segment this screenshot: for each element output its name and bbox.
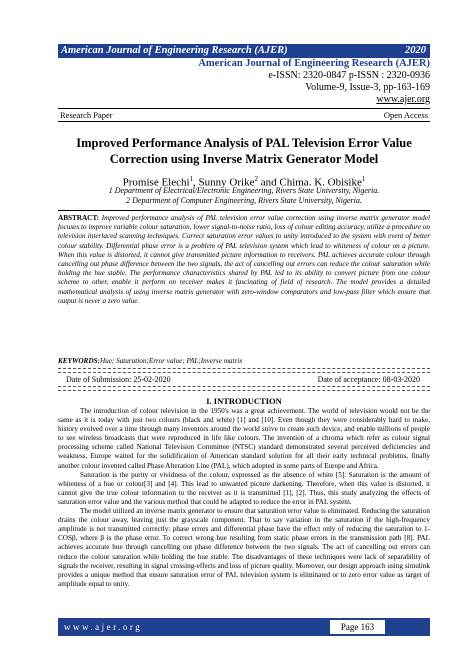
author-name: Sunny Orike xyxy=(198,176,255,189)
affiliation-2: 2 Department of Computer Engineering, Rivers State University, Nigeria. xyxy=(126,196,362,205)
abstract-label: ABSTRACT: xyxy=(58,214,100,222)
journal-url-text[interactable]: www.ajer.org xyxy=(376,94,430,105)
keywords-label: KEYWORDS: xyxy=(58,357,100,365)
author-list: Promise Elechi$^1$, Sunny Orike$^2$ and Chima. K. Obisike$^1$ xyxy=(122,175,366,189)
acceptance-date: Date of acceptance: 08-03-2020 xyxy=(317,375,420,384)
author-affil-marker: 1 xyxy=(189,175,194,183)
keywords xyxy=(58,357,430,366)
abstract xyxy=(58,210,430,306)
journal-name: American Journal of Engineering Research (AJER) xyxy=(198,58,430,69)
dashed-divider xyxy=(58,368,430,369)
banner-year: 2020 xyxy=(405,45,426,56)
dashed-divider xyxy=(58,386,430,387)
abstract-text: Improved performance analysis of PAL television error value correction using inverse matrix generator model focuses to improve variable colour saturation, lower signal-to-noise ratio, loss of colour editing accuracy, utilize a procedure on television interlaced scanning techniques. Correct saturation error values to unity introduced to the system with event of better colour stability. Differential phase error is a problem of PAL television system which lead to whiteness of colour on a picture. When this value is distorted, it cannot give transmitted picture information to receivers. PAL achieves accurate colour through cancelling out phase difference between the two signals, the act of cancelling out errors can reduce the colour saturation while holding the hue stable. The performance characteristics shared by PAL led to its ability to convert picture from one colour scheme to other, enable it perform on receiver makes it fascinating of field of research. The model provides a detailed mathematical analysis of using inverse matrix generator with zero-window comparators and low-pass filter which ensure that output is never a zero value. xyxy=(58,214,430,305)
paper-type-ribbon xyxy=(58,108,430,122)
title-line-2: Correction using Inverse Matrix Generator Model xyxy=(109,152,379,166)
access-label: Open Access xyxy=(383,110,428,120)
body-text xyxy=(58,407,430,589)
paragraph: The introduction of colour television in the 1950's was a great achievement. The world of television would not be the same as it is today with just two colours (black and white) [1] and [10]. Even though they were considerably hard to make, history evolved over a time through many inventors around the world strive to create such device, and enable millions of people to see wireless broadcasts that were reproduced in life like colours. The invention of a chroma which refer as colour signal processing scheme called National Television Committee (NTSC) standard demonstrated several perceived deficiencies and weakness, Europe waited for the solidification of American standard solution for all their early technical problems, finally another colour invented called Phase Alteration Line (PAL), which adopted in some parts of Europe and Africa. xyxy=(58,407,430,470)
issn-line: e-ISSN: 2320-0847 p-ISSN : 2320-0936 xyxy=(268,70,430,81)
banner-journal-title: American Journal of Engineering Research (AJER) xyxy=(61,45,288,56)
volume-line: Volume-9, Issue-3, pp-163-169 xyxy=(305,82,430,93)
author-name: Chima. K. Obisike xyxy=(279,176,362,189)
paper-title xyxy=(58,135,430,167)
page-number: Page 163 xyxy=(330,620,385,634)
affiliation-1: 1 Department of Electrical/Electronic Engineering, Rivers State University, Nigeria. xyxy=(108,186,380,195)
paper-type: Research Paper xyxy=(60,110,113,120)
dashed-divider xyxy=(58,390,430,391)
dashed-divider xyxy=(58,372,430,373)
page-footer xyxy=(58,618,430,636)
journal-banner xyxy=(58,44,430,58)
keywords-text: Hue; Saturation;Error value; PAL;Inverse matrix xyxy=(99,357,243,365)
title-line-1: Improved Performance Analysis of PAL Television Error Value xyxy=(76,136,412,150)
author-name: Promise Elechi xyxy=(122,176,190,189)
submission-date: Date of Submission: 25-02-2020 xyxy=(66,375,171,384)
section-heading: I. INTRODUCTION xyxy=(206,396,282,406)
footer-site[interactable]: www.ajer.org xyxy=(64,622,143,632)
paragraph: The model utilized an inverse matrix generator to ensure that saturation error value is eliminated. Reducing the saturation drains the colour away, leaving just the grayscale component. That to say variation in the saturation if the high-frequency amplitude is not transmitted correctly: phase errors and differential phase have the effect only of reducing the saturation to 1-COSβ, where β is the phase error. To correct wrong hue resulting from static phase errors in the transmission path [8]. PAL achieves accurate hue through cancelling out phase difference between the two signals. The act of cancelling out errors can reduce the colour saturation while holding the hue stable. The disadvantages of these techniques were lack of separability of signals the receiver, resulting in signal crossing-effects and loss of picture quality. Moreover, our design approach using simulink provides a unique method that ensure saturation error of PAL television system is eliminated or to zero error value as target of amplitude equal to unity. xyxy=(58,507,430,588)
author-affil-marker: 2 xyxy=(254,175,258,183)
journal-url[interactable] xyxy=(376,94,430,106)
paragraph: Saturation is the purity or vividness of the colour, expressed as the absence of white [5]. Saturation is the amount of whiteness of a hue or colour[3] and [4]. This lead to unwanted picture darkening. Therefore, when this value is distorted, it cannot give the true colour information to the receiver as it is transmitted [1], [2]. Thus, this study analyzing the effects of saturation error value and the various method that could be adapted to reduce the error in PAL system. xyxy=(58,470,430,506)
author-affil-marker: 1 xyxy=(361,175,366,183)
